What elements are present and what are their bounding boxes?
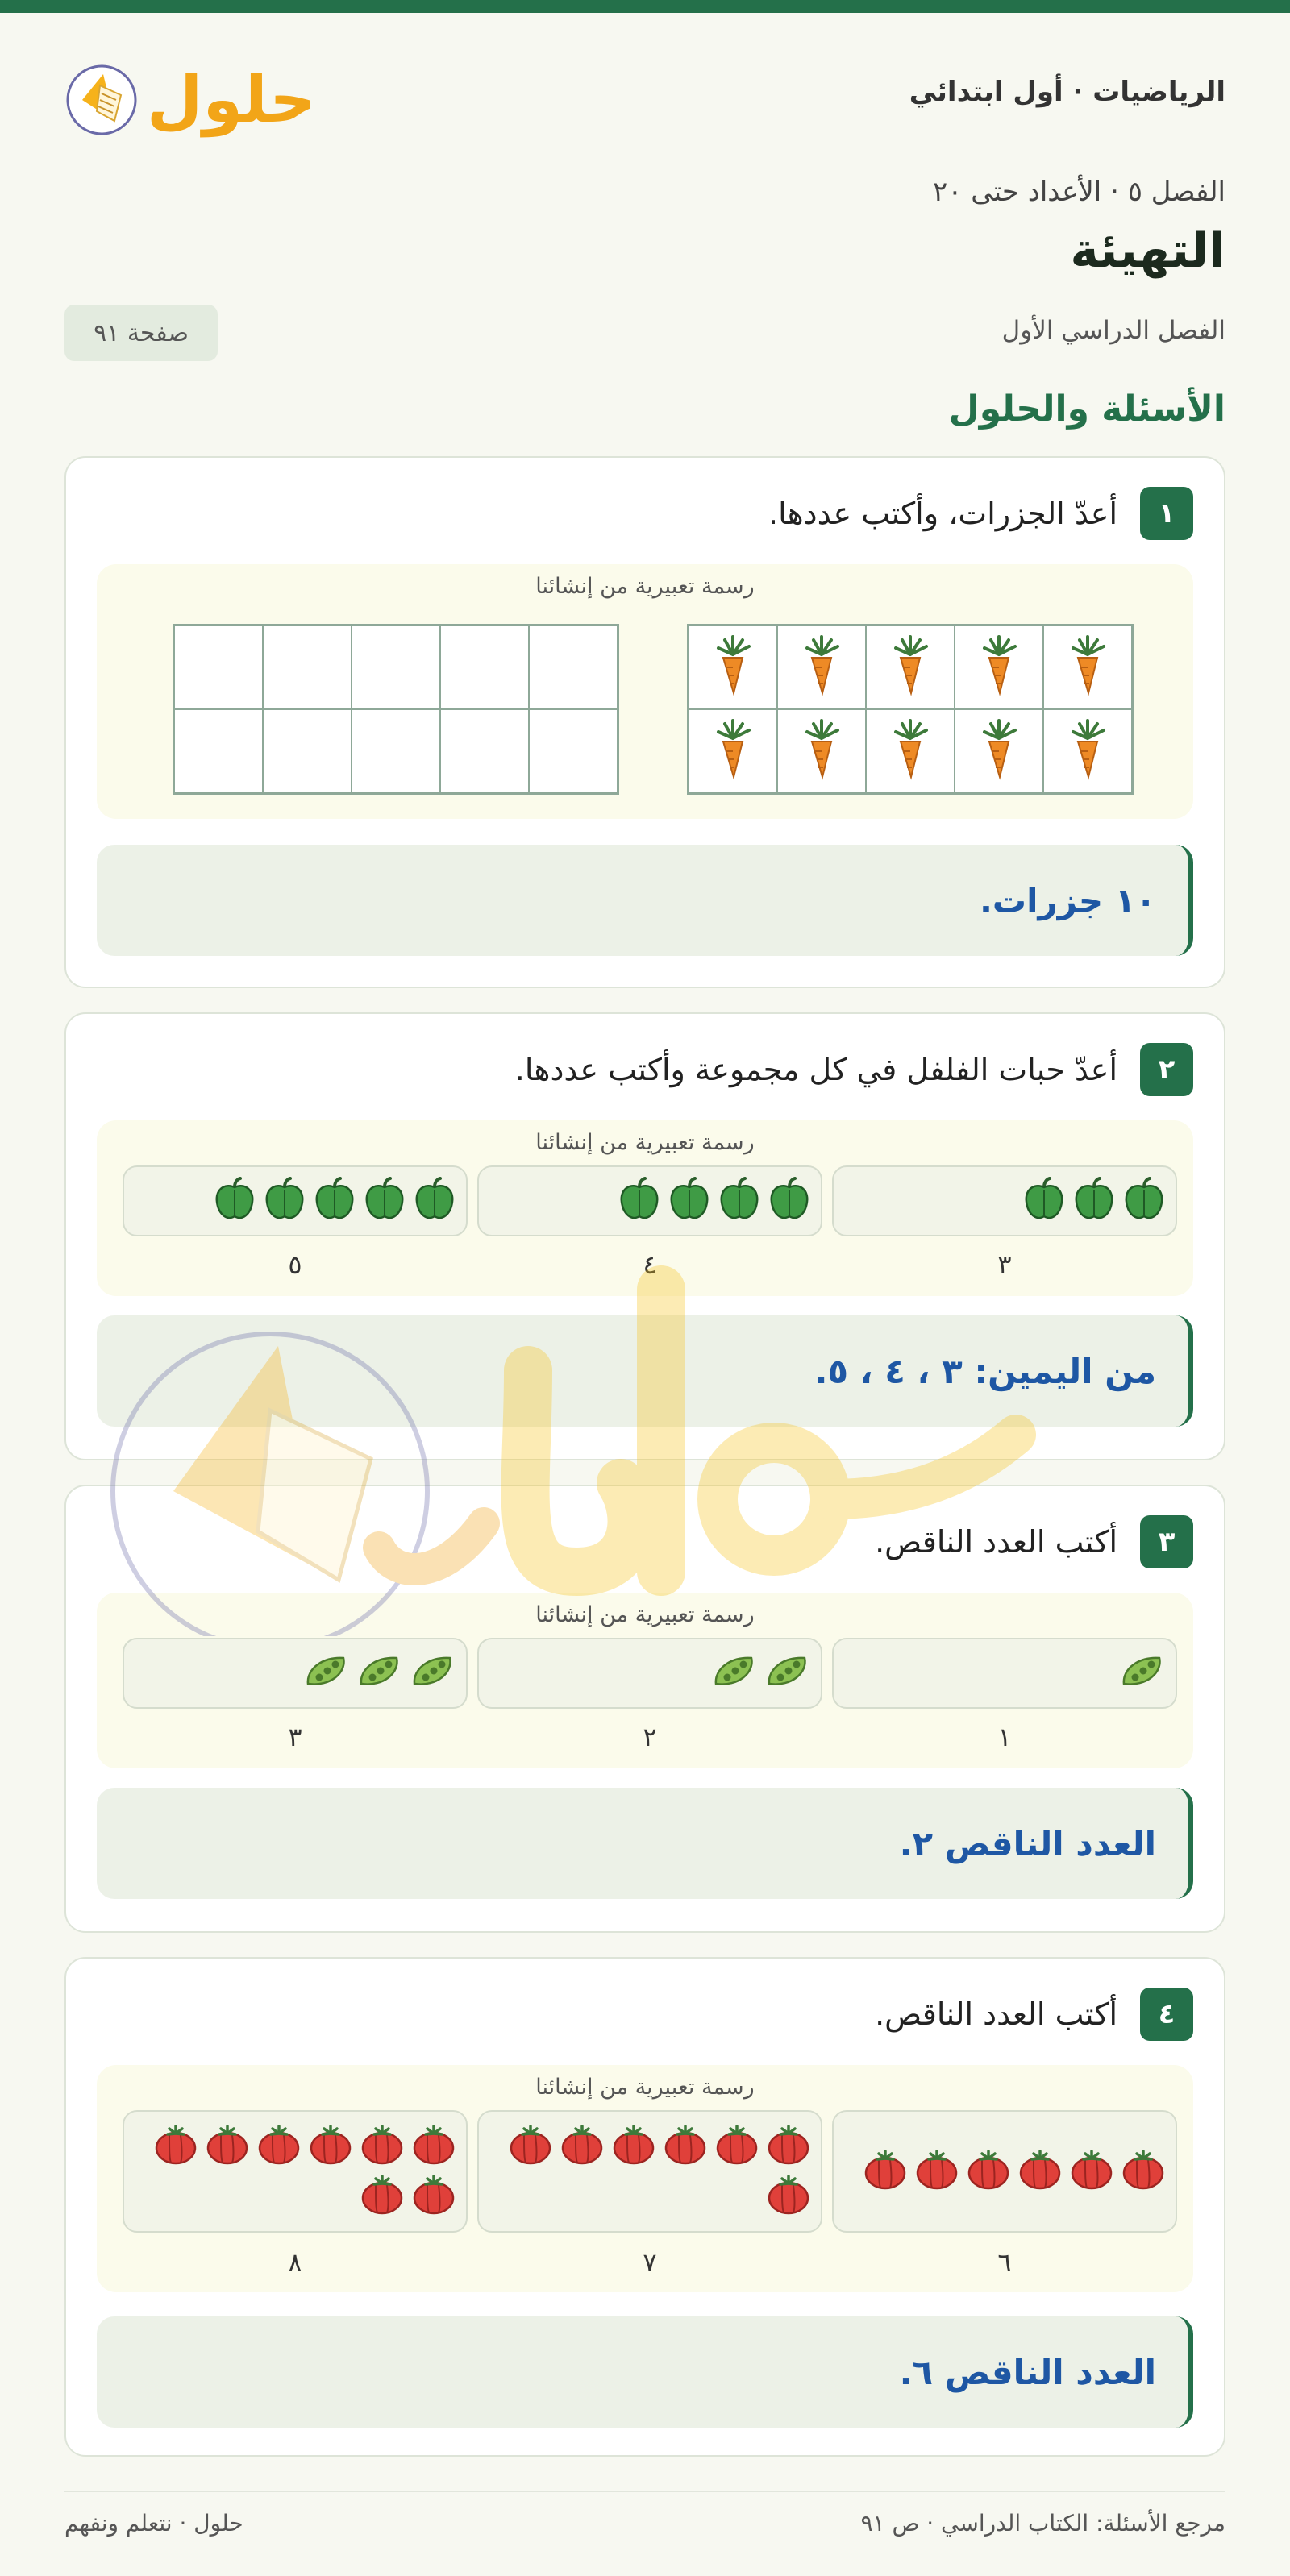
ten-frame-cell: [955, 709, 1043, 793]
question-text: أعدّ حبات الفلفل في كل مجموعة وأكتب عددها.: [514, 1052, 1117, 1087]
tomato-icon: [766, 2124, 811, 2169]
tomato-icon: [508, 2124, 553, 2169]
illustration-panel: [97, 2065, 1193, 2292]
ten-frame-cell-empty: [440, 625, 529, 709]
green-pepper-icon: [413, 1176, 456, 1226]
green-pepper-icon: [668, 1176, 711, 1226]
answer-box: من اليمين: ٣ ، ٤ ، ٥.: [97, 1315, 1193, 1427]
chapter-title: الفصل ٥ · الأعداد حتى ٢٠: [932, 176, 1226, 208]
question-number: ٤: [1140, 1988, 1193, 2041]
question-header: [515, 1043, 1193, 1096]
item-group: [477, 1165, 822, 1236]
group-count-label: ٥: [288, 1249, 302, 1280]
ten-frame-cell-empty: [263, 709, 352, 793]
group-count-label: ٣: [997, 1249, 1012, 1280]
carrot-icon: [884, 719, 936, 783]
ten-frame-cell-empty: [529, 709, 618, 793]
group-count-label: ١: [997, 1722, 1012, 1752]
illustration-caption: رسمة تعبيرية من إنشائنا: [535, 574, 755, 599]
carrot-icon: [1062, 719, 1113, 783]
tomato-icon: [560, 2124, 605, 2169]
answer-box: العدد الناقص ٢.: [97, 1788, 1193, 1899]
tomato-icon: [360, 2174, 405, 2219]
ten-frame-filled: [687, 624, 1134, 795]
tomato-icon: [205, 2124, 250, 2169]
logo-emblem-icon: [64, 63, 139, 137]
section-title: الأسئلة والحلول: [948, 388, 1226, 430]
green-pepper-icon: [213, 1176, 256, 1226]
ten-frame-empty: [173, 624, 619, 795]
illustration-caption: رسمة تعبيرية من إنشائنا: [535, 1130, 755, 1155]
item-group: [477, 1638, 822, 1709]
ten-frame-cell-empty: [174, 709, 263, 793]
item-group: [123, 1165, 468, 1236]
ten-frame-cell-empty: [440, 709, 529, 793]
item-group: [123, 2110, 468, 2233]
illustration-panel: [97, 1120, 1193, 1296]
tomato-icon: [256, 2124, 302, 2169]
tomato-icon: [153, 2124, 198, 2169]
green-pepper-icon: [313, 1176, 356, 1226]
item-group: [477, 2110, 822, 2233]
answer-box: ١٠ جزرات.: [97, 845, 1193, 956]
pea-pod-icon: [410, 1653, 456, 1693]
lesson-title: التهيئة: [1070, 222, 1226, 279]
group-count-label: ٣: [288, 1722, 302, 1752]
ten-frame-cell-empty: [352, 625, 440, 709]
question-number: ٢: [1140, 1043, 1193, 1096]
tomato-icon: [1069, 2149, 1114, 2194]
subject-grade: الرياضيات · أول ابتدائي: [909, 76, 1226, 108]
illustration-panel: [97, 1593, 1193, 1768]
page-header: [64, 52, 1226, 148]
tomato-icon: [1121, 2149, 1166, 2194]
carrot-icon: [707, 719, 759, 783]
question-header: [875, 1988, 1193, 2041]
ten-frame-cell: [955, 625, 1043, 709]
green-pepper-icon: [768, 1176, 811, 1226]
pea-pod-icon: [303, 1653, 350, 1693]
ten-frame-cell-empty: [529, 625, 618, 709]
green-pepper-icon: [618, 1176, 661, 1226]
ten-frame-cell: [866, 625, 955, 709]
question-text: أعدّ الجزرات، وأكتب عددها.: [768, 496, 1117, 531]
ten-frame-cell: [777, 709, 866, 793]
pea-pod-icon: [1119, 1653, 1166, 1693]
tomato-icon: [966, 2149, 1011, 2194]
illustration-caption: رسمة تعبيرية من إنشائنا: [535, 1602, 755, 1627]
question-card-2: [64, 1012, 1226, 1460]
ten-frame-cell: [689, 709, 777, 793]
green-pepper-icon: [363, 1176, 406, 1226]
green-pepper-icon: [1072, 1176, 1116, 1226]
page-badge: صفحة ٩١: [64, 305, 218, 361]
carrot-icon: [796, 635, 847, 700]
carrot-icon: [707, 635, 759, 700]
question-card-1: [64, 456, 1226, 988]
green-pepper-icon: [1122, 1176, 1166, 1226]
question-text: أكتب العدد الناقص.: [875, 1996, 1117, 2032]
tomato-icon: [714, 2124, 759, 2169]
carrot-icon: [973, 719, 1025, 783]
top-accent-bar: [0, 0, 1290, 13]
ten-frame-cell: [1043, 625, 1132, 709]
question-card-3: [64, 1485, 1226, 1933]
tomato-icon: [914, 2149, 959, 2194]
logo: [64, 63, 316, 137]
green-pepper-icon: [1022, 1176, 1066, 1226]
carrot-icon: [796, 719, 847, 783]
question-header: [875, 1515, 1193, 1568]
question-text: أكتب العدد الناقص.: [875, 1524, 1117, 1560]
tomato-icon: [1017, 2149, 1063, 2194]
carrot-icon: [973, 635, 1025, 700]
footer-brand: حلول · نتعلم ونفهم: [64, 2510, 243, 2537]
ten-frame-cell-empty: [352, 709, 440, 793]
tomato-icon: [611, 2124, 656, 2169]
carrot-icon: [1062, 635, 1113, 700]
question-number: ٣: [1140, 1515, 1193, 1568]
ten-frame-cell-empty: [263, 625, 352, 709]
item-group: [123, 1638, 468, 1709]
ten-frame-cell: [689, 625, 777, 709]
footer-source: مرجع الأسئلة: الكتاب الدراسي · ص ٩١: [860, 2510, 1226, 2537]
semester-label: الفصل الدراسي الأول: [1001, 316, 1226, 345]
green-pepper-icon: [718, 1176, 761, 1226]
group-count-label: ٤: [643, 1249, 657, 1280]
tomato-icon: [411, 2124, 456, 2169]
ten-frame-cell: [866, 709, 955, 793]
carrot-icon: [884, 635, 936, 700]
logo-wordmark: حلول: [147, 62, 316, 137]
group-count-label: ٧: [643, 2247, 657, 2278]
footer-divider: [64, 2491, 1226, 2492]
tomato-icon: [411, 2174, 456, 2219]
illustration-caption: رسمة تعبيرية من إنشائنا: [535, 2075, 755, 2100]
tomato-icon: [663, 2124, 708, 2169]
tomato-icon: [360, 2124, 405, 2169]
ten-frame-cell: [777, 625, 866, 709]
green-pepper-icon: [263, 1176, 306, 1226]
group-count-label: ٨: [288, 2247, 302, 2278]
ten-frame-cell-empty: [174, 625, 263, 709]
tomato-icon: [766, 2174, 811, 2219]
pea-pod-icon: [764, 1653, 811, 1693]
question-header: [768, 487, 1193, 540]
item-group: [832, 2110, 1177, 2233]
item-group: [832, 1165, 1177, 1236]
ten-frame-cell: [1043, 709, 1132, 793]
question-card-4: [64, 1957, 1226, 2457]
group-count-label: ٦: [997, 2247, 1012, 2278]
pea-pod-icon: [711, 1653, 758, 1693]
tomato-icon: [863, 2149, 908, 2194]
tomato-icon: [308, 2124, 353, 2169]
answer-box: العدد الناقص ٦.: [97, 2316, 1193, 2428]
pea-pod-icon: [356, 1653, 403, 1693]
question-number: ١: [1140, 487, 1193, 540]
illustration-panel: [97, 564, 1193, 819]
group-count-label: ٢: [643, 1722, 657, 1752]
item-group: [832, 1638, 1177, 1709]
